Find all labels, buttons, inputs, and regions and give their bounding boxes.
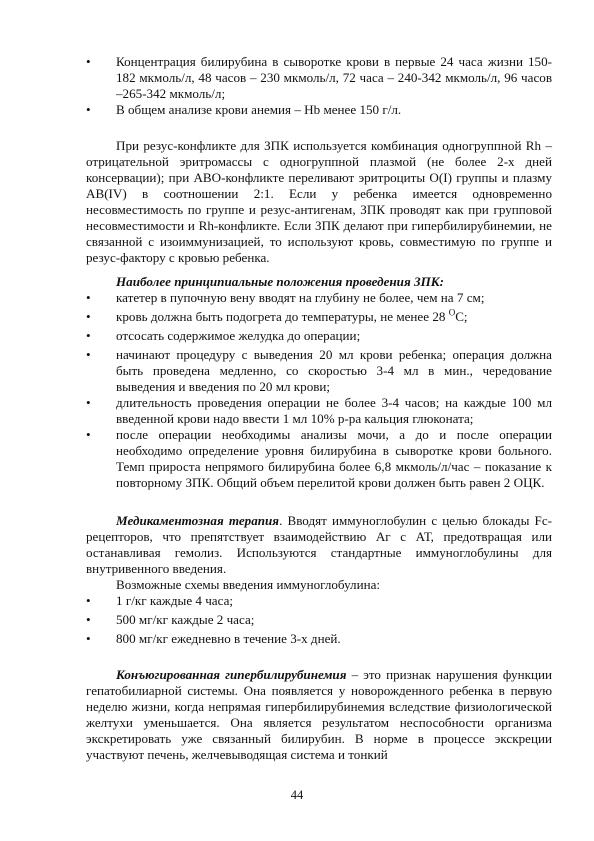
schemes-intro: Возможные схемы введения иммуноглобулина:	[116, 577, 381, 592]
list-item: • 500 мг/кг каждые 2 часа;	[86, 612, 552, 628]
schemes-list	[86, 593, 552, 647]
list-item: • 800 мг/кг ежедневно в течение 3-х дней.	[86, 631, 552, 647]
principles-heading-text: Наиболее принципиальные положения проведения ЗПК:	[116, 274, 445, 289]
list-item: • отсосать содержимое желудка до операции;	[86, 328, 552, 344]
page-content	[86, 54, 552, 763]
principles-heading	[86, 274, 552, 290]
medication-text: . Вводят иммуноглобулин с целью блокады Fc-рецепторов, что препятствует взаимодействию Аг с АТ, предотвращая или останавливая гемолиз. Используются стандартные иммуноглобулины для внутривенного введения.	[86, 513, 552, 576]
list-item: • катетер в пупочную вену вводят на глубину не более, чем на 7 см;	[86, 290, 552, 306]
medication-paragraph	[86, 513, 552, 577]
list-item: • В общем анализе крови анемия – Hb менее 150 г/л.	[86, 102, 552, 118]
list-item: • 1 г/кг каждые 4 часа;	[86, 593, 552, 609]
degree-sign: О	[448, 307, 456, 318]
temperature-unit: С;	[455, 309, 468, 324]
list-item: • длительность проведения операции не более 3-4 часов; на каждые 100 мл введенной крови надо ввести 1 мл 10% р-ра кальция глюконата;	[86, 395, 552, 427]
page-number: 44	[290, 788, 304, 802]
principles-list	[86, 290, 552, 491]
conjugated-heading: Конъюгированная гипербилирубинемия	[116, 667, 347, 682]
list-item	[86, 309, 552, 325]
lab-findings-list	[86, 54, 552, 118]
zpk-paragraph: При резус-конфликте для ЗПК используется комбинация одногруппной Rh – отрицательной эритромассы с одногруппной плазмой (не более 2-х дней консервации); при АВО-конфликте переливают эритроциты O(I) группы и плазму AB(IV) в соотношении 2:1. Если у ребенка имеется одновременно несовместимость по группе и резус-антигенам, ЗПК проводят как при групповой несовместимости и Rh-конфликте. Если ЗПК делают при гипербилирубинемии, не связанной с изоиммунизацией, то используют кровь, совместимую по группе и резус-фактору с кровью ребенка.	[86, 138, 552, 265]
list-item-text: кровь должна быть подогрета до температуры, не менее 28	[116, 309, 449, 324]
medication-heading: Медикаментозная терапия	[116, 513, 280, 528]
conjugated-paragraph	[86, 667, 552, 763]
list-item: • после операции необходимы анализы мочи, а до и после операции необходимо определение уровня билирубина в сыворотке крови больного. Темп прироста непрямого билирубина более 6,8 мкмоль/л/час – показание к повторному ЗПК. Общий объем перелитой крови должен быть равен 2 ОЦК.	[86, 427, 552, 491]
conjugated-text: – это признак нарушения функции гепатобилиарной системы. Она появляется у новорожденного ребенка в первую неделю жизни, когда непрямая гипербилирубинемия вследствие физиологической желтухи уменьшается. Она является результатом неспособности организма экскретировать уже связанный билирубин. В норме в процессе экскреции участвуют печень, желчевыводящая система и тонкий	[86, 667, 552, 762]
list-item: • начинают процедуру с выведения 20 мл крови ребенка; операция должна быть проведена медленно, со скоростью 3-4 мл в мин., чередование выведения и введения по 20 мл крови;	[86, 347, 552, 395]
list-item: • Концентрация билирубина в сыворотке крови в первые 24 часа жизни 150-182 мкмоль/л, 48 часов – 230 мкмоль/л, 72 часа – 240-342 мкмоль/л, 96 часов –265-342 мкмоль/л;	[86, 54, 552, 102]
